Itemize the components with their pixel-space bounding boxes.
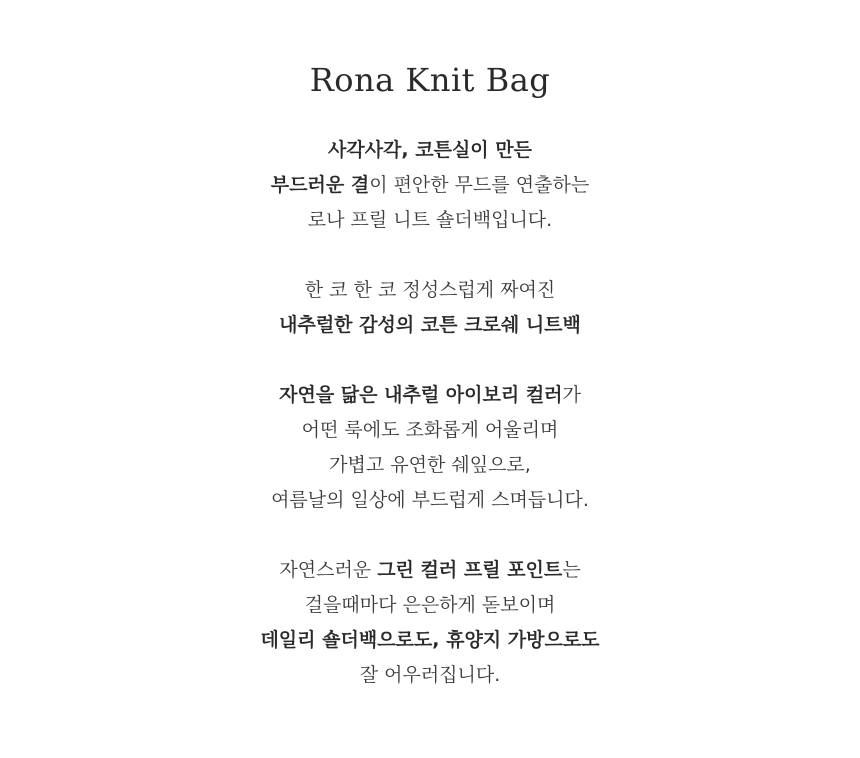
body-text: 잘 어우러집니다. bbox=[359, 664, 501, 686]
description-line bbox=[0, 658, 860, 693]
description-line bbox=[0, 623, 860, 658]
description-line bbox=[0, 308, 860, 343]
paragraph-gap bbox=[0, 518, 860, 553]
description-paragraph bbox=[0, 378, 860, 518]
paragraph-gap bbox=[0, 343, 860, 378]
body-text: 가볍고 유연한 쉐잎으로, bbox=[329, 454, 531, 476]
description-line bbox=[0, 588, 860, 623]
description-line bbox=[0, 133, 860, 168]
body-text: 여름날의 일상에 부드럽게 스며듭니다. bbox=[271, 489, 589, 511]
description-line bbox=[0, 553, 860, 588]
description-line bbox=[0, 378, 860, 413]
description-body bbox=[0, 133, 860, 693]
description-line bbox=[0, 448, 860, 483]
body-text: 는 bbox=[562, 559, 581, 581]
description-line bbox=[0, 203, 860, 238]
body-text: 자연스러운 bbox=[279, 559, 378, 581]
emphasis-text: 내추럴한 감성의 코튼 크로쉐 니트백 bbox=[279, 314, 581, 336]
body-text: 어떤 룩에도 조화롭게 어울리며 bbox=[301, 419, 559, 441]
description-paragraph bbox=[0, 553, 860, 693]
description-line bbox=[0, 273, 860, 308]
emphasis-text: 사각사각, 코튼실이 만든 bbox=[328, 139, 532, 161]
product-title: Rona Knit Bag bbox=[309, 61, 551, 99]
paragraph-gap bbox=[0, 238, 860, 273]
description-line bbox=[0, 168, 860, 203]
description-paragraph bbox=[0, 133, 860, 238]
emphasis-text: 부드러운 결 bbox=[270, 174, 370, 196]
body-text: 로나 프릴 니트 숄더백입니다. bbox=[307, 209, 553, 231]
emphasis-text: 데일리 숄더백으로도, 휴양지 가방으로도 bbox=[260, 629, 600, 651]
description-paragraph bbox=[0, 273, 860, 343]
emphasis-text: 그린 컬러 프릴 포인트 bbox=[377, 559, 563, 581]
description-line bbox=[0, 483, 860, 518]
body-text: 가 bbox=[562, 384, 581, 406]
description-line bbox=[0, 413, 860, 448]
body-text: 걸을때마다 은은하게 돋보이며 bbox=[304, 594, 556, 616]
emphasis-text: 자연을 닮은 내추럴 아이보리 컬러 bbox=[279, 384, 563, 406]
body-text: 이 편안한 무드를 연출하는 bbox=[369, 174, 590, 196]
body-text: 한 코 한 코 정성스럽게 짜여진 bbox=[304, 279, 556, 301]
